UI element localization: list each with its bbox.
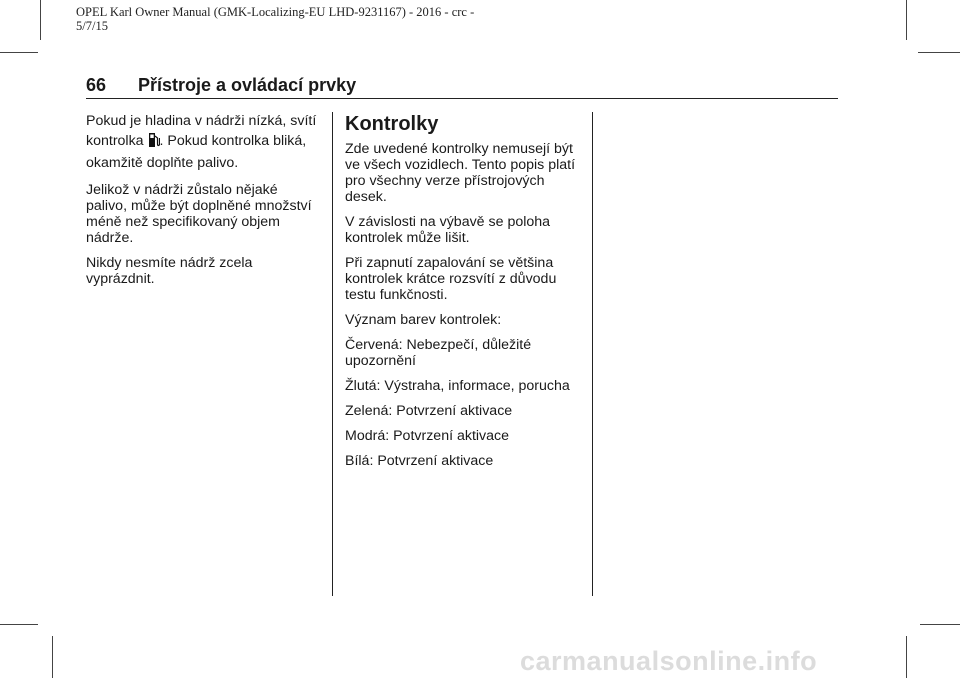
crop-mark <box>0 624 38 625</box>
page-number: 66 <box>86 75 107 95</box>
paragraph: Žlutá: Výstraha, informace, porucha <box>345 378 570 394</box>
paragraph <box>86 112 322 173</box>
paragraph: Nikdy nesmíte nádrž zcela vyprázdnit. <box>86 255 253 287</box>
crop-mark <box>906 636 907 678</box>
crop-mark <box>918 52 960 53</box>
fuel-pump-icon <box>148 131 160 154</box>
paragraph: Modrá: Potvrzení aktivace <box>345 428 510 444</box>
paragraph: Bílá: Potvrzení aktivace <box>345 453 494 469</box>
paragraph: Červená: Nebezpečí, důležité upozornění <box>345 337 532 369</box>
heading-rule <box>86 98 838 99</box>
page-heading <box>86 75 356 96</box>
meta-line: OPEL Karl Owner Manual (GMK-Localizing-EU LHD-9231167) - 2016 - crc - <box>76 5 475 19</box>
crop-mark <box>920 624 960 625</box>
left-column <box>86 112 322 296</box>
paragraph: Zde uvedené kontrolky nemusejí být ve všech vozidlech. Tento popis platí pro všechny verze přístrojových desek. <box>345 141 576 205</box>
crop-mark <box>52 636 53 678</box>
crop-mark <box>906 0 907 40</box>
middle-column <box>345 112 583 478</box>
crop-mark <box>0 52 38 53</box>
meta-line: 5/7/15 <box>76 19 108 33</box>
column-divider <box>592 112 593 596</box>
crop-mark <box>40 0 41 40</box>
paragraph-text: Pokud je hladina v nádrži nízká, svítí kontrolka <box>86 113 317 149</box>
paragraph: V závislosti na výbavě se poloha kontrolek může lišit. <box>345 214 551 246</box>
watermark: carmanualsonline.info <box>520 646 818 676</box>
section-title: Kontrolky <box>345 113 439 135</box>
document-meta <box>76 5 474 33</box>
paragraph: Jelikož v nádrži zůstalo nějaké palivo, může být doplněné množství méně než specifikovaný objem nádrže. <box>86 182 312 246</box>
paragraph: Zelená: Potvrzení aktivace <box>345 403 513 419</box>
paragraph: Při zapnutí zapalování se většina kontrolek krátce rozsvítí z důvodu testu funkčnosti. <box>345 255 557 303</box>
paragraph-text: . Pokud kontrolka bliká, okamžitě doplňte palivo. <box>86 133 307 171</box>
page-title: Přístroje a ovládací prvky <box>138 75 357 95</box>
paragraph: Význam barev kontrolek: <box>345 312 502 328</box>
column-divider <box>332 112 333 596</box>
